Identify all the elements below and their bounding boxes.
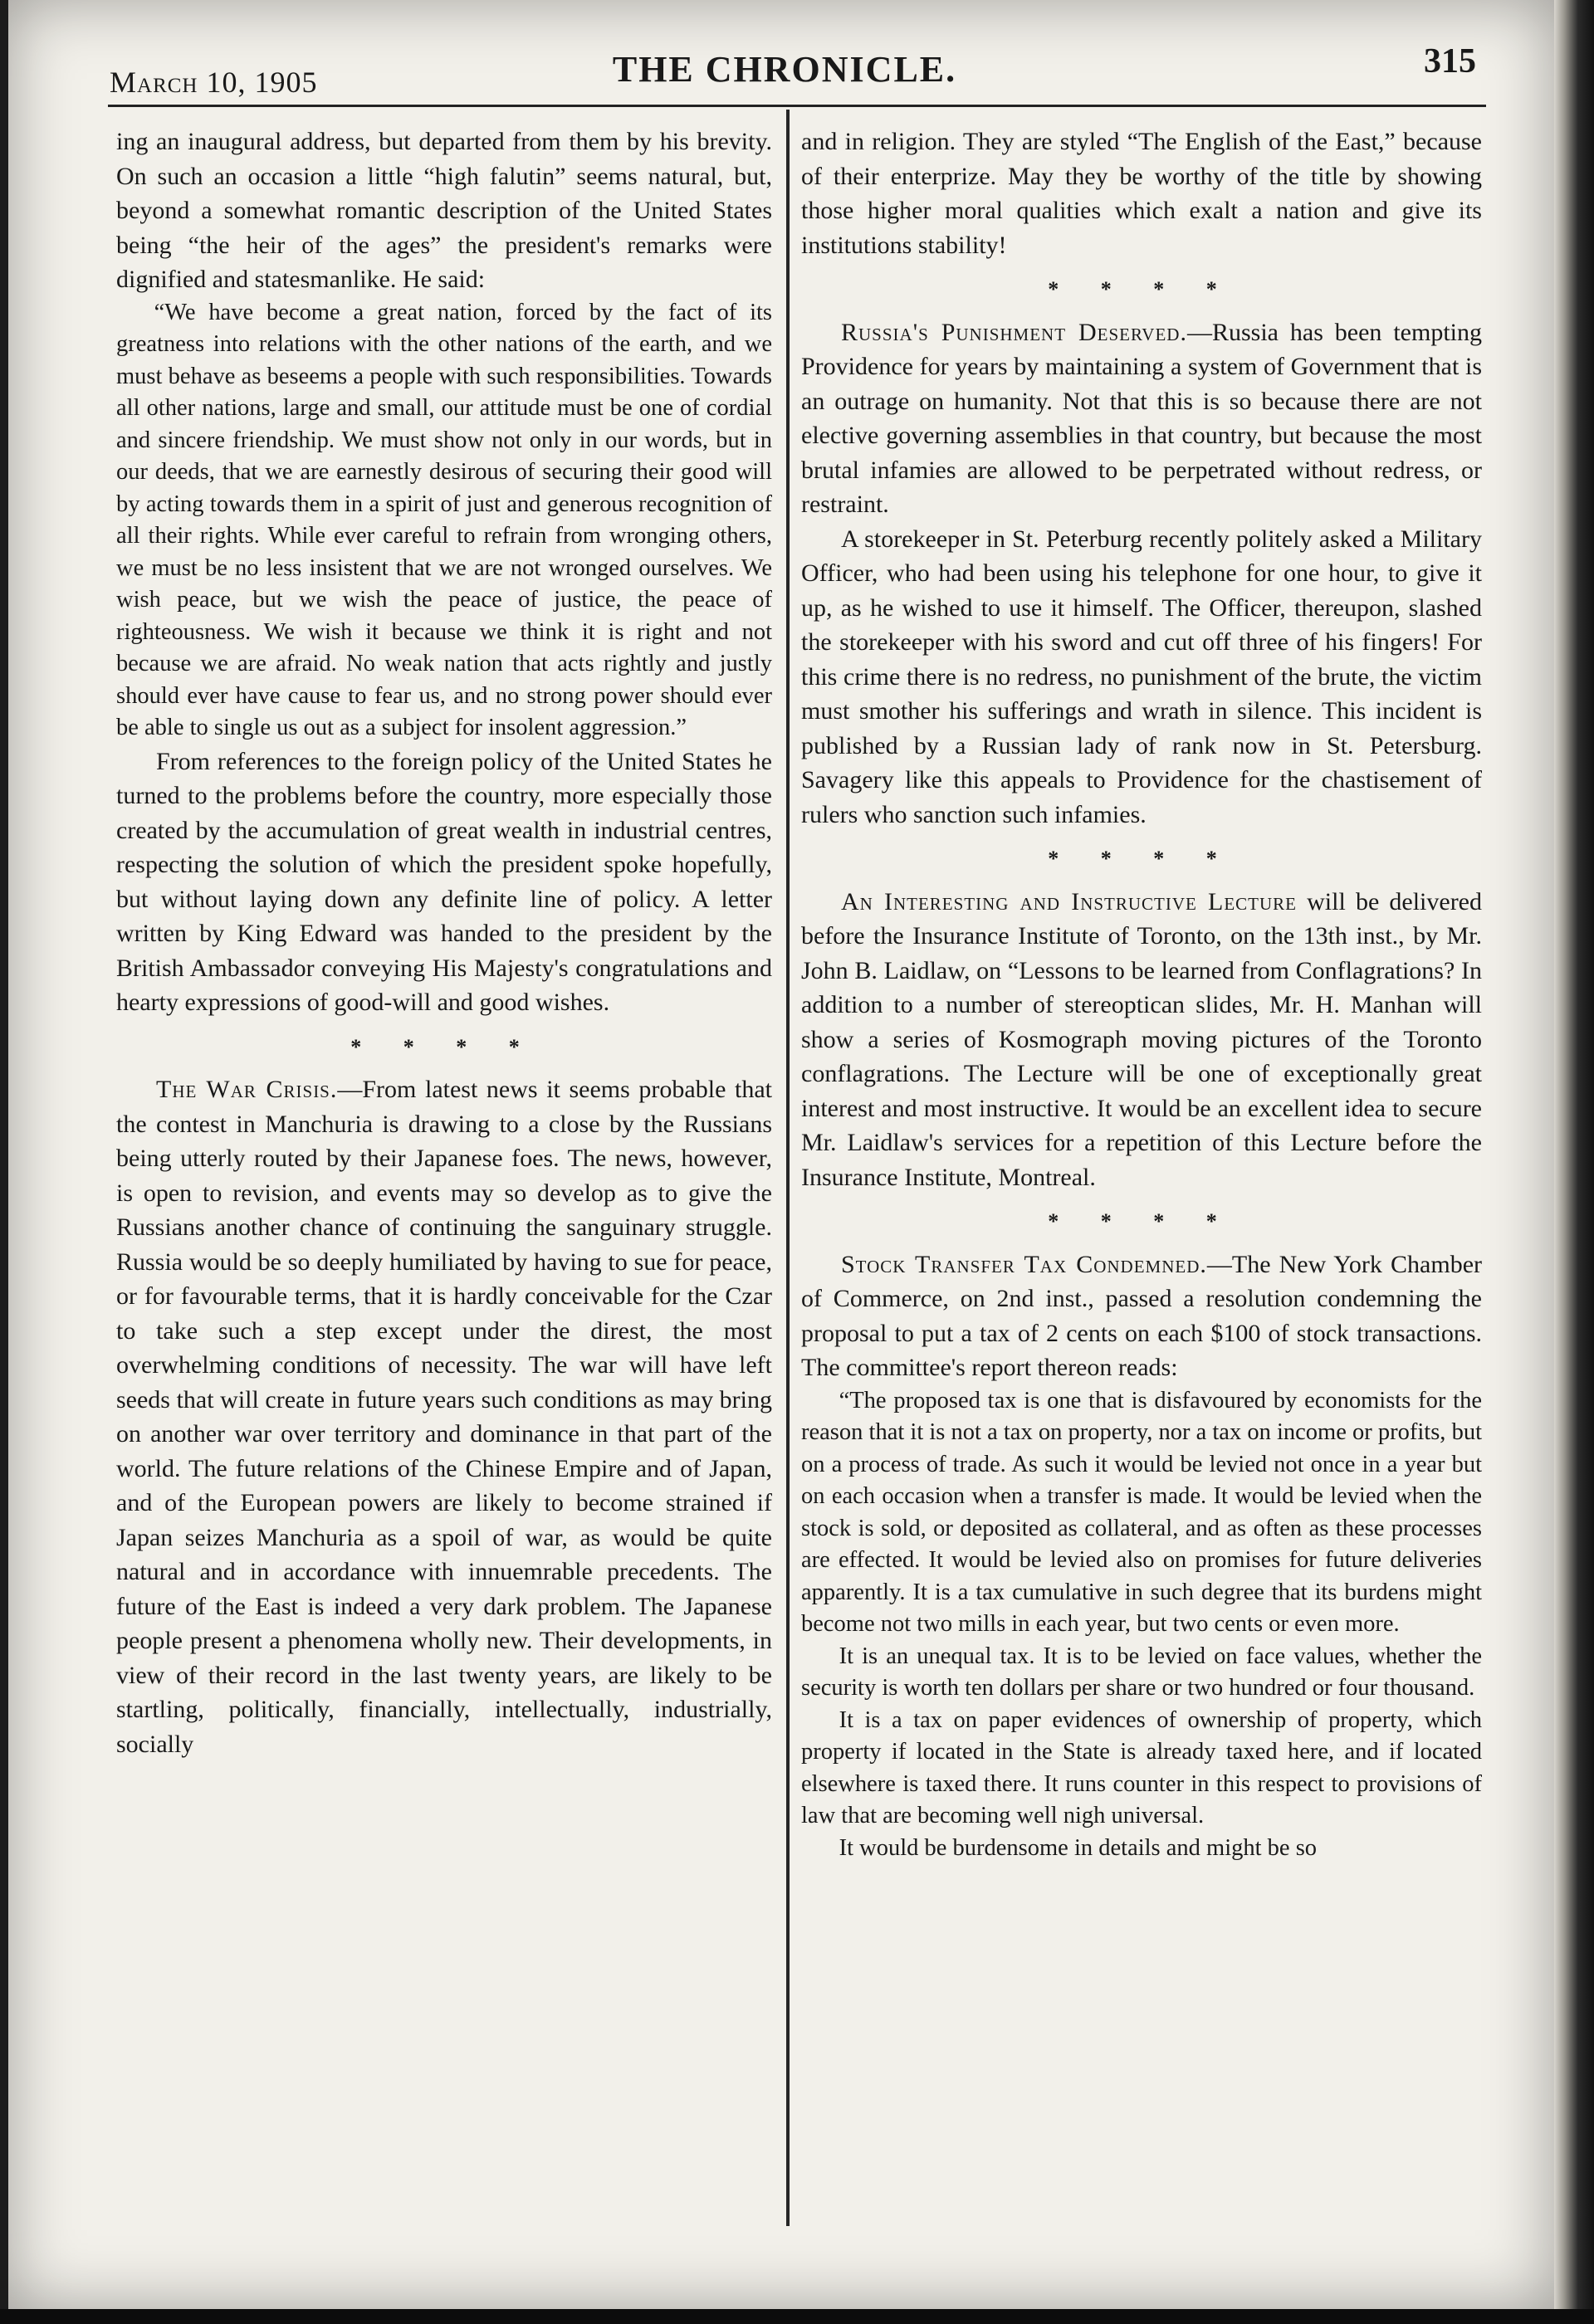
newspaper-page bbox=[8, 0, 1554, 2309]
storekeeper-paragraph: A storekeeper in St. Peterburg recently politely asked a Military Officer, who had been using his telephone for one hour, to give it up, as he wished to use it himself. The Officer, thereupon, slashed the storekeeper with his sword and cut off three of his fingers! For this crime there is no redress, no punishment of the brute, the victim must smother his sufferings and wrath in silence. This incident is published by a Russian lady of rank now in St. Petersburg. Savagery like this appeals to Providence for the chastisement of rulers who sanction such infamies. bbox=[801, 525, 1482, 828]
report-quote-4: It would be burdensome in details and might be so bbox=[839, 1834, 1318, 1861]
lecture-heading: An Interesting and Instructive Lecture bbox=[841, 887, 1297, 915]
section-separator: * * * * bbox=[350, 1034, 538, 1059]
section-separator: * * * * bbox=[1048, 1209, 1235, 1233]
column-divider bbox=[786, 110, 790, 2226]
section-separator: * * * * bbox=[1048, 847, 1235, 871]
russia-article bbox=[801, 315, 1482, 522]
russia-text: —Russia has been tempting Providence for years by maintaining a system of Government that is an outrage on humanity. Not that this is so because there are not elective governing assemblies in that country, but because the most brutal infamies are allowed to be perpetrated without redress, or restraint. bbox=[801, 318, 1482, 518]
right-column bbox=[801, 124, 1482, 2249]
page-number: 315 bbox=[1424, 42, 1476, 81]
inaugural-paragraph: ing an inaugural address, but departed from them by his brevity. On such an occasion a little “high falutin” seems natural, but, beyond a somewhat romantic description of the United States being “the heir of the ages” the president's remarks were dignified and statesmanlike. He said: bbox=[116, 128, 772, 293]
war-crisis-text: —From latest news it seems probable that the contest in Manchuria is drawing to a close by the Russians being utterly routed by their Japanese foes. The news, however, is open to revision, and events may so develop as to give the Russians another chance of continuing the sanguinary struggle. Russia would be so deeply humiliated by having to sue for peace, or for favourable terms, that it is hardly conceivable for the Czar to take such a step except under the direst, the most overwhelming conditions of necessity. The war will have left seeds that will create in future years such conditions as may bring on another war over territory and dominance in that part of the world. The future relations of the Chinese Empire and of Japan, and of the European powers are likely to become strained if Japan seizes Manchuria as a spoil of war, as would be quite natural and in accordance with innuemrable precedents. The future of the East is indeed a very dark problem. The Japanese people present a phenomena wholly new. Their developments, in view of their record in the last twenty years, are likely to be startling, politically, financially, intellectually, industrially, socially bbox=[116, 1076, 772, 1758]
issue-date: March 10, 1905 bbox=[110, 66, 318, 99]
east-paragraph: and in religion. They are styled “The English of the East,” because of their enterprize. May they be worthy of the title by showing those higher moral qualities which exalt a nation and give its institutions stability! bbox=[801, 128, 1482, 259]
report-quote-2: It is an unequal tax. It is to be levied on face values, whether the security is worth ten dollars per share or two hundred or four thousand. bbox=[801, 1643, 1482, 1701]
lecture-text: will be delivered before the Insurance Institute of Toronto, on the 13th inst., by Mr. John B. Laidlaw, on “Lessons to be learned from Conflagrations? In addition to a number of stereoptican slides, Mr. H. Manhan will show a series of Kosmograph moving pictures of the Toronto conflagrations. The Lecture will be one of exceptionally great interest and most instructive. It would be an excellent idea to secure Mr. Laidlaw's services for a repetition of this Lecture before the Insurance Institute, Montreal. bbox=[801, 887, 1482, 1191]
section-separator: * * * * bbox=[1048, 277, 1235, 301]
stock-tax-text: —The New York Chamber of Commerce, on 2nd inst., passed a resolution condemning the proposal to put a tax of 2 cents on each $100 of stock transactions. The committee's report thereon reads: bbox=[801, 1250, 1482, 1381]
stock-tax-article bbox=[801, 1247, 1482, 1385]
russia-heading: Russia's Punishment Deserved. bbox=[841, 318, 1187, 346]
header-rule bbox=[108, 105, 1486, 107]
left-column bbox=[116, 124, 772, 2249]
running-head bbox=[100, 42, 1476, 100]
war-crisis-heading: The War Crisis. bbox=[156, 1076, 338, 1103]
bottom-edge bbox=[0, 2309, 1594, 2324]
war-crisis-article bbox=[116, 1072, 772, 1761]
report-quote-1: “The proposed tax is one that is disfavoured by economists for the reason that it is not a tax on property, nor a tax on income or profits, but on a process of trade. As such it would be levied not once in a year but on each occasion when a transfer is made. It would be levied when the stock is sold, or deposited as collateral, and as often as these processes are effected. It would be levied also on promises for future deliveries apparently. It is a tax cumulative in such degree that its burdens might become not two mills in each year, but two cents or even more. bbox=[801, 1387, 1482, 1637]
foreign-policy-paragraph: From references to the foreign policy of the United States he turned to the problems before the country, more especially those created by the accumulation of great wealth in industrial centres, respecting the solution of which the president spoke hopefully, but without laying down any definite line of policy. A letter written by King Edward was handed to the president by the British Ambassador conveying His Majesty's congratulations and hearty expressions of good-will and good wishes. bbox=[116, 747, 772, 1016]
report-quote-3: It is a tax on paper evidences of ownership of property, which property if located in the State is already taxed here, and if located elsewhere is taxed there. It runs counter in this respect to provisions of law that are becoming well nigh universal. bbox=[801, 1706, 1482, 1828]
publication-title: THE CHRONICLE. bbox=[612, 49, 957, 90]
president-quote: “We have become a great nation, forced by the fact of its greatness into relations with the other nations of the earth, and we must behave as beseems a people with such responsibilities. Towards all other nations, large and small, our attitude must be one of cordial and sincere friendship. We must show not only in our words, but in our deeds, that we are earnestly desirous of securing their good will by acting towards them in a spirit of just and generous recognition of all their rights. While ever careful to refrain from wronging others, we must be no less insistent that we are not wronged ourselves. We wish peace, but we wish the peace of justice, the peace of righteousness. We wish it because we think it is right and not because we are afraid. No weak nation that acts rightly and justly should ever have cause to fear us, and no strong power should ever be able to single us out as a subject for insolent aggression.” bbox=[116, 299, 772, 740]
stock-tax-heading: Stock Transfer Tax Condemned. bbox=[841, 1250, 1207, 1278]
lecture-article bbox=[801, 885, 1482, 1195]
page-edge-shadow bbox=[1554, 0, 1594, 2324]
